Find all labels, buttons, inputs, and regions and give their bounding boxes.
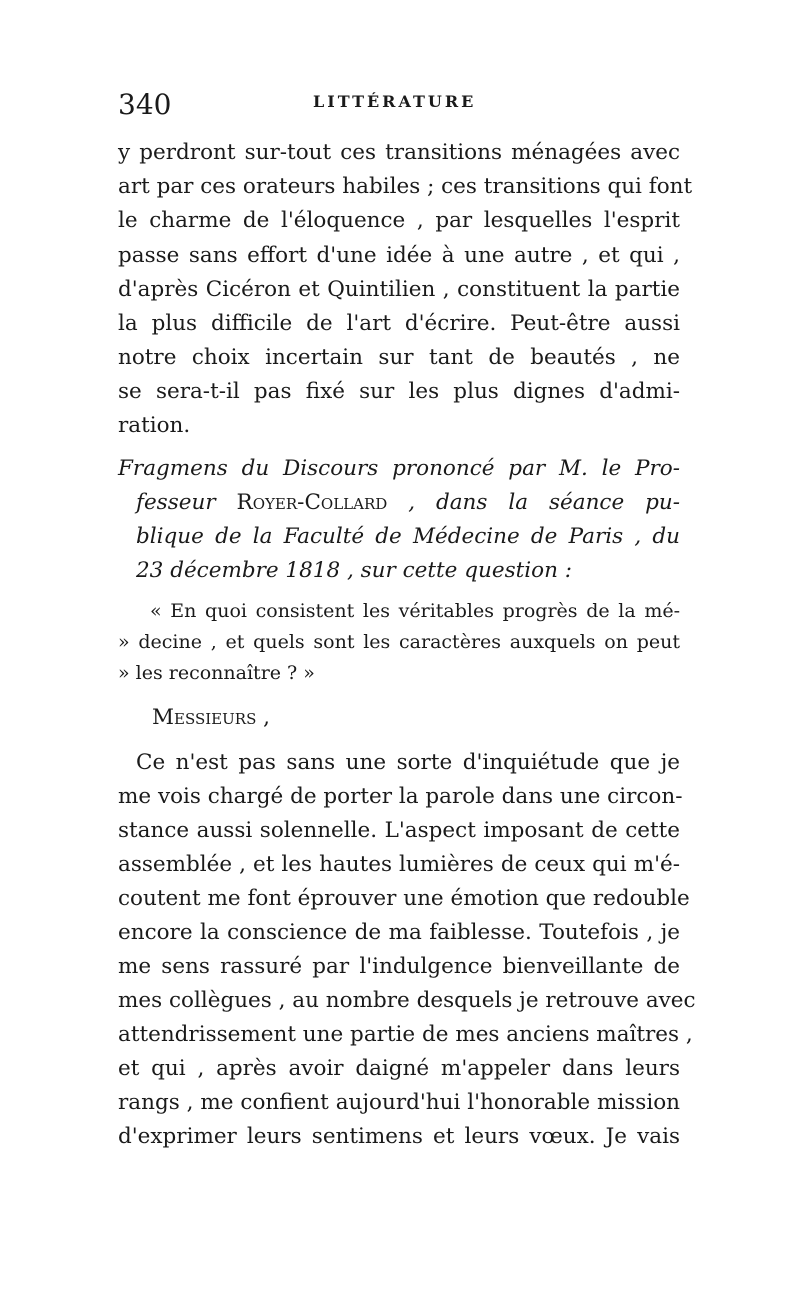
paragraph-1-line: d'après Cicéron et Quintilien , constituent la partie [118,277,680,302]
paragraph-1-line: notre choix incertain sur tant de beautés , ne [118,345,680,370]
paragraph-2-line: Ce n'est pas sans une sorte d'inquiétude que je [136,750,680,775]
heading-text: , dans la séance pu- [387,490,680,515]
section-heading-line: Fragmens du Discours prononcé par M. le Pro- [118,456,680,481]
quoted-question-line: « En quoi consistent les véritables progrès de la mé- [150,600,680,622]
paragraph-1-line: se sera-t-il pas fixé sur les plus dignes d'admi- [118,379,680,404]
page-header [118,88,690,128]
paragraph-2-line: me vois chargé de porter la parole dans une circon- [118,784,683,809]
paragraph-2-line: assemblée , et les hautes lumières de ceux qui m'é- [118,852,680,877]
paragraph-1-line: art par ces orateurs habiles ; ces transitions qui font [118,174,693,199]
paragraph-1-line: passe sans effort d'une idée à une autre , et qui , [118,243,680,268]
paragraph-2-line: et qui , après avoir daigné m'appeler dans leurs [118,1056,680,1081]
author-name: Royer-Collard [236,490,388,515]
paragraph-2-line: rangs , me confient aujourd'hui l'honorable mission [118,1090,680,1115]
paragraph-1-line: le charme de l'éloquence , par lesquelles l'esprit [118,208,680,233]
running-head: LITTÉRATURE [313,92,477,111]
paragraph-1-line: la plus difficile de l'art d'écrire. Peut-être aussi [118,311,680,336]
paragraph-2-line: encore la conscience de ma faiblesse. Toutefois , je [118,920,680,945]
quoted-question-line: » decine , et quels sont les caractères auxquels on peut [118,631,680,653]
paragraph-2-line: coutent me font éprouver une émotion que redouble [118,886,690,911]
section-heading-line: blique de la Faculté de Médecine de Paris , du [136,524,680,549]
section-heading-line: 23 décembre 1818 , sur cette question : [136,558,572,583]
paragraph-2-line: me sens rassuré par l'indulgence bienveillante de [118,954,680,979]
paragraph-2-line: d'exprimer leurs sentimens et leurs vœux. Je vais [118,1124,680,1149]
salutation: Messieurs , [152,705,271,730]
quoted-question-line: » les reconnaître ? » [118,662,315,684]
paragraph-1-line: y perdront sur-tout ces transitions ménagées avec [118,140,680,165]
section-heading-line [136,490,680,515]
paragraph-1-line: ration. [118,413,191,438]
heading-text: fesseur [136,490,237,515]
paragraph-2-line: stance aussi solennelle. L'aspect imposant de cette [118,818,680,843]
paragraph-2-line: mes collègues , au nombre desquels je retrouve avec [118,988,696,1013]
page-number: 340 [118,88,172,121]
paragraph-2-line: attendrissement une partie de mes anciens maîtres , [118,1022,693,1047]
